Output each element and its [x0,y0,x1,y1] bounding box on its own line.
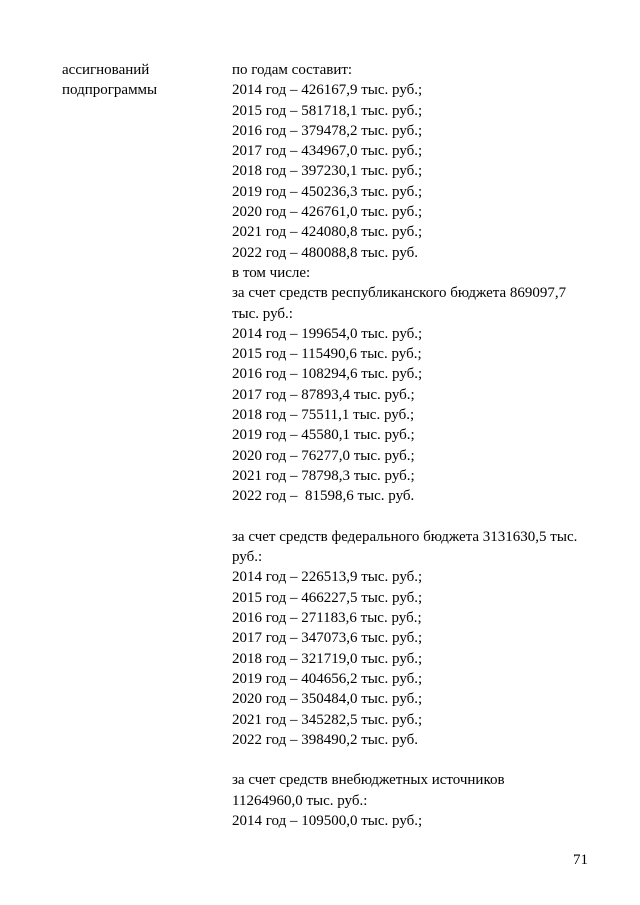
total-by-year-list [232,80,602,263]
list-item: 2021 год – 78798,3 тыс. руб.; [232,467,415,484]
section-heading-cont: руб.: [232,549,263,566]
list-item: 2022 год – 480088,8 тыс. руб. [232,244,419,261]
list-item: 2017 год – 434967,0 тыс. руб.; [232,143,423,160]
list-item: 2018 год – 397230,1 тыс. руб.; [232,163,423,180]
list-item: 2016 год – 108294,6 тыс. руб.; [232,366,423,383]
list-item: 2016 год – 379478,2 тыс. руб.; [232,122,423,139]
section-heading: за счет средств внебюджетных источников [232,772,505,789]
list-item: 2018 год – 75511,1 тыс. руб.; [232,407,415,424]
list-item: 2019 год – 404656,2 тыс. руб.; [232,670,423,687]
list-item: 2014 год – 226513,9 тыс. руб.; [232,569,423,586]
list-item: 2018 год – 321719,0 тыс. руб.; [232,650,423,667]
list-item: 2016 год – 271183,6 тыс. руб.; [232,610,422,627]
row-label [62,60,222,101]
list-item: 2015 год – 115490,6 тыс. руб.; [232,346,422,363]
list-item: 2017 год – 347073,6 тыс. руб.; [232,630,423,647]
section-heading: за счет средств федерального бюджета 3131630,5 тыс. [232,528,578,545]
list-item: 2019 год – 45580,1 тыс. руб.; [232,427,415,444]
list-item: 2019 год – 450236,3 тыс. руб.; [232,183,423,200]
list-item: 2020 год – 426761,0 тыс. руб.; [232,204,423,221]
list-item: 2014 год – 199654,0 тыс. руб.; [232,325,423,342]
list-item: 2022 год – 398490,2 тыс. руб. [232,731,419,748]
list-item: 2020 год – 350484,0 тыс. руб.; [232,691,423,708]
list-item: 2020 год – 76277,0 тыс. руб.; [232,447,415,464]
section-heading-cont: тыс. руб.: [232,305,293,322]
label-line-2: подпрограммы [62,82,158,99]
intro-text: по годам составит: [232,62,353,78]
republican-budget-section [232,283,602,506]
list-item: 2014 год – 109500,0 тыс. руб.; [232,812,423,829]
list-item: 2021 год – 345282,5 тыс. руб.; [232,711,423,728]
section-heading-cont: 11264960,0 тыс. руб.: [232,792,368,809]
section-heading: за счет средств республиканского бюджета 869097,7 [232,285,567,302]
blank-line [232,507,602,527]
page-number: 71 [573,852,588,868]
including-text: в том числе: [232,264,311,281]
extrabudgetary-section [232,770,602,831]
federal-budget-section [232,527,602,750]
list-item: 2017 год – 87893,4 тыс. руб.; [232,386,415,403]
row-content [232,60,602,831]
label-line-1: ассигнований [62,62,150,78]
blank-line [232,750,602,770]
list-item: 2015 год – 581718,1 тыс. руб.; [232,102,423,119]
list-item: 2021 год – 424080,8 тыс. руб.; [232,224,423,241]
list-item: 2022 год – 81598,6 тыс. руб. [232,488,415,505]
list-item: 2014 год – 426167,9 тыс. руб.; [232,82,423,99]
list-item: 2015 год – 466227,5 тыс. руб.; [232,589,423,606]
